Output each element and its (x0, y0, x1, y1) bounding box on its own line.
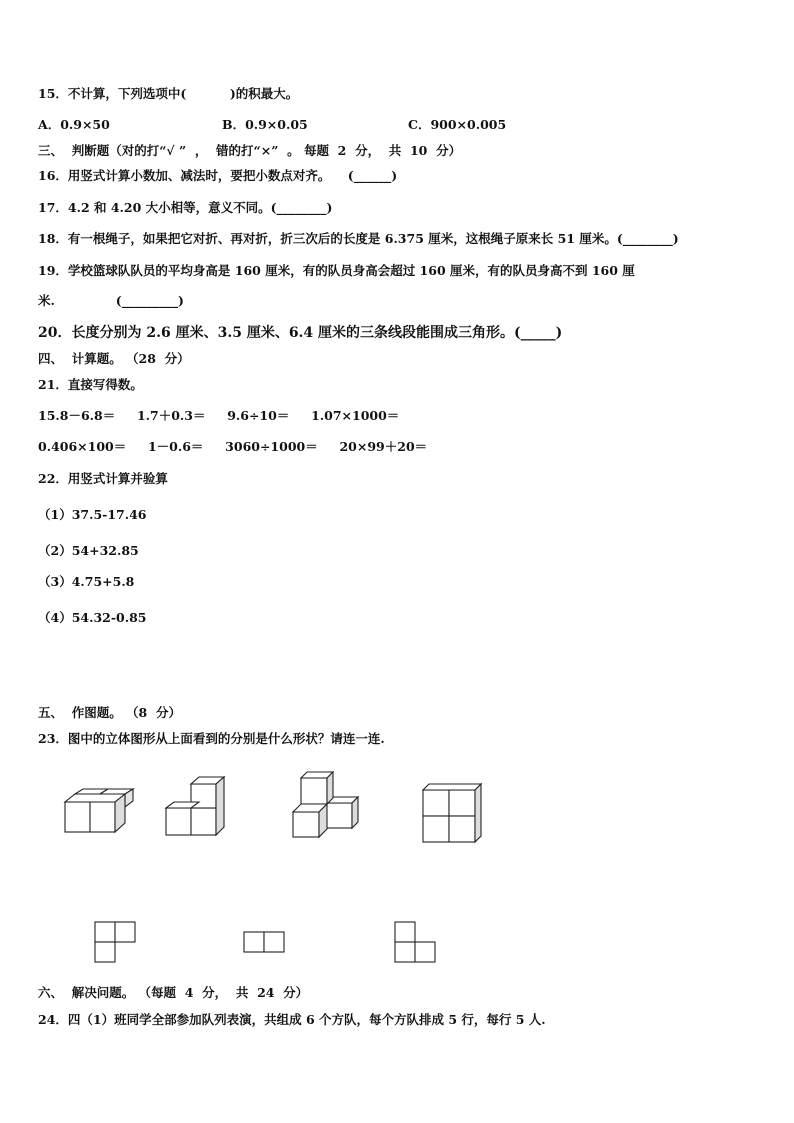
q22-item-3: （3）4.75+5.8 (38, 574, 135, 589)
section-4-heading: 四、 计算题。 （28 分） (38, 351, 190, 366)
section-6-heading: 六、 解决问题。 （每题 4 分， 共 24 分） (38, 985, 309, 1000)
top-view-3 (395, 922, 435, 962)
cube-figure-1 (65, 789, 133, 832)
option-b: B．0.9×0.05 (222, 117, 308, 132)
question-16: 16．用竖式计算小数加、减法时，要把小数点对齐。 (______) (38, 168, 398, 183)
cube-figure-2 (166, 777, 224, 835)
option-a: A．0.9×50 (38, 117, 110, 132)
question-23: 23．图中的立体图形从上面看到的分别是什么形状？请连一连. (38, 731, 385, 746)
question-24: 24．四（1）班同学全部参加队列表演，共组成 6 个方队，每个方队排成 5 行，每行 5 人. (38, 1012, 546, 1027)
question-22: 22．用竖式计算并验算 (38, 471, 168, 486)
question-15: 15．不计算，下列选项中( )的积最大。 (38, 86, 299, 101)
option-c: C．900×0.005 (408, 117, 507, 132)
top-view-1 (95, 922, 135, 962)
top-view-2 (244, 932, 284, 952)
q22-item-1: （1）37.5-17.46 (38, 507, 147, 522)
q22-item-4: （4）54.32-0.85 (38, 610, 147, 625)
q22-item-2: （2）54+32.85 (38, 543, 139, 558)
question-20: 20．长度分别为 2.6 厘米、3.5 厘米、6.4 厘米的三条线段能围成三角形。(_____) (38, 325, 563, 341)
question-19-line-2: 米. (_________) (38, 293, 184, 308)
cube-figure-3 (293, 772, 358, 837)
section-5-heading: 五、 作图题。 （8 分） (38, 705, 181, 720)
question-19-line-1: 19．学校篮球队队员的平均身高是 160 厘米，有的队员身高会超过 160 厘米，有的队员身高不到 160 厘 (38, 263, 635, 278)
section-3-heading: 三、 判断题（对的打“√ ” ， 错的打“×” 。 每题 2 分， 共 10 分） (38, 143, 462, 158)
q21-row-2: 0.406×100＝ 1－0.6＝ 3060÷1000＝ 20×99＋20＝ (38, 439, 428, 454)
cube-figure-4 (423, 784, 481, 842)
question-17: 17．4.2 和 4.20 大小相等，意义不同。(________) (38, 200, 333, 215)
q21-row-1: 15.8－6.8＝ 1.7＋0.3＝ 9.6÷10＝ 1.07×1000＝ (38, 408, 400, 423)
question-21: 21．直接写得数。 (38, 377, 143, 392)
question-18: 18．有一根绳子，如果把它对折、再对折，折三次后的长度是 6.375 厘米，这根绳子原来长 51 厘米。(________) (38, 231, 679, 246)
